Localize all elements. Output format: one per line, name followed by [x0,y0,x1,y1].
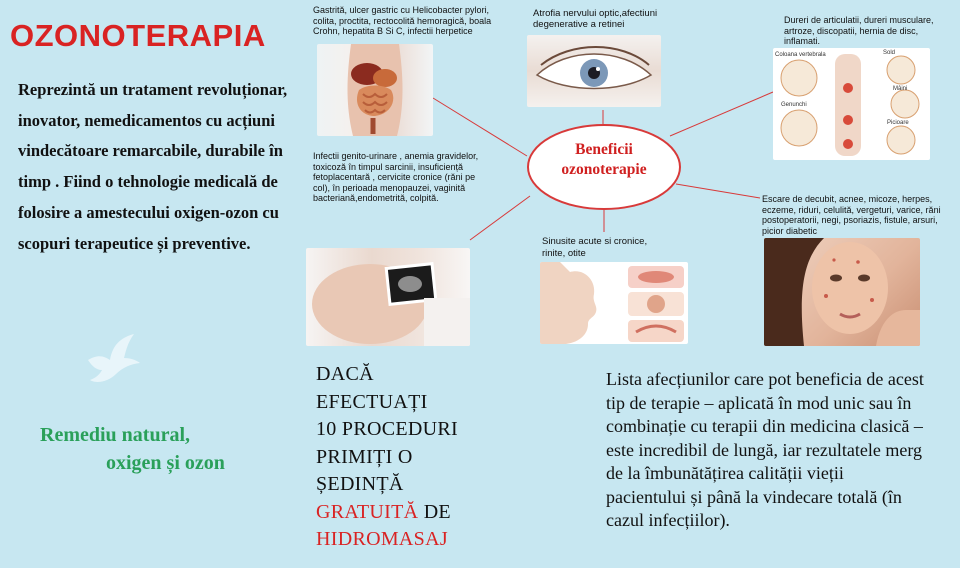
eye-image [527,35,661,107]
promo-line-6 [316,499,496,527]
label-foot: Picioare [887,120,909,126]
benefit-digestive-caption: Gastrită, ulcer gastric cu Helicobacter pylori, colita, proctita, rectocolită hemoragică, boala Crohn, hepatita B Si C, infectii herpetice [313,5,492,37]
promo-line-3: 10 PROCEDURI [316,418,458,440]
sinus-illustration [540,262,688,344]
center-heading-line-1: Beneficii [575,141,633,158]
promo-free: GRATUITĂ [316,500,419,523]
joints-diagram-image [773,48,930,160]
promo-line-1: DACĂ [316,363,374,385]
label-shoulder: Sold [883,50,896,56]
remedy-line-2: oxigen și ozon [106,452,225,474]
remedy-line-1: Remediu natural, [40,424,190,446]
sinus-image [540,262,688,344]
promo-line-2: EFECTUAȚI [316,390,428,413]
intro-text: Reprezintă un tratament revoluționar, inovator, nemedicamentos cu acțiuni vindecătoare remarcabile, durabile în timp . Fiind o tehnologie medicală de folosire a amestecului oxigen-ozon cu scopuri terapeutice și preventive. [18,80,288,253]
benefit-sinus-caption: Sinusite acute si cronice, rinite, otite [542,236,648,259]
benefit-genito-caption: Infectii genito-urinare , anemia gravidelor, toxicoză în timpul sarcinii, insuficiență fetoplacentară , cervicite cronice (răni pe col), în perioada menopauzei, vaginită bacteriană,endometrită, colpită. [313,151,479,204]
label-knee: Genunchi [781,102,807,108]
center-heading-line-2: ozonoterapie [561,161,647,178]
eye-illustration [527,35,661,107]
label-spine: Coloana vertebrala [775,52,826,58]
benefit-joints-caption: Dureri de articulatii, dureri musculare, artroze, discopatii, hernia de disc, inflamati. [784,15,934,47]
promo-of: DE [418,500,451,523]
digestive-system-image [317,44,433,136]
center-heading [528,140,680,180]
digestive-organs-illustration [317,44,433,136]
page-title: OZONOTERAPIA [10,18,266,53]
promo-line-4: PRIMIȚI O [316,445,413,468]
promo-hydromassage: HIDROMASAJ [316,528,448,550]
pregnancy-image [306,248,470,346]
benefit-eye-caption: Atrofia nervului optic,afectiuni degenerative a retinei [533,8,658,30]
face-illustration [764,238,920,346]
skin-face-image [764,238,920,346]
promo-line-5: ȘEDINȚĂ [316,473,404,495]
label-hand: Mâini [893,86,908,92]
joints-illustration [773,48,930,160]
description-text: Lista afecțiunilor care pot beneficia de acest tip de terapie – aplicată în mod unic sau în combinație cu terapii din medicina clasică – este incredibil de lungă, iar rezultatele merg de la îmbunătățirea calității vieții pacientului și până la vindecare totală (în cazul infecțiilor). [606,369,924,530]
benefit-skin-caption: Escare de decubit, acnee, micoze, herpes, eczeme, riduri, celulită, vergeturi, varice, răni postoperatorii, negi, psoriazis, fistule, arsuri, picior diabetic [762,194,941,236]
pregnancy-illustration [306,248,470,346]
promo-offer [316,361,496,554]
